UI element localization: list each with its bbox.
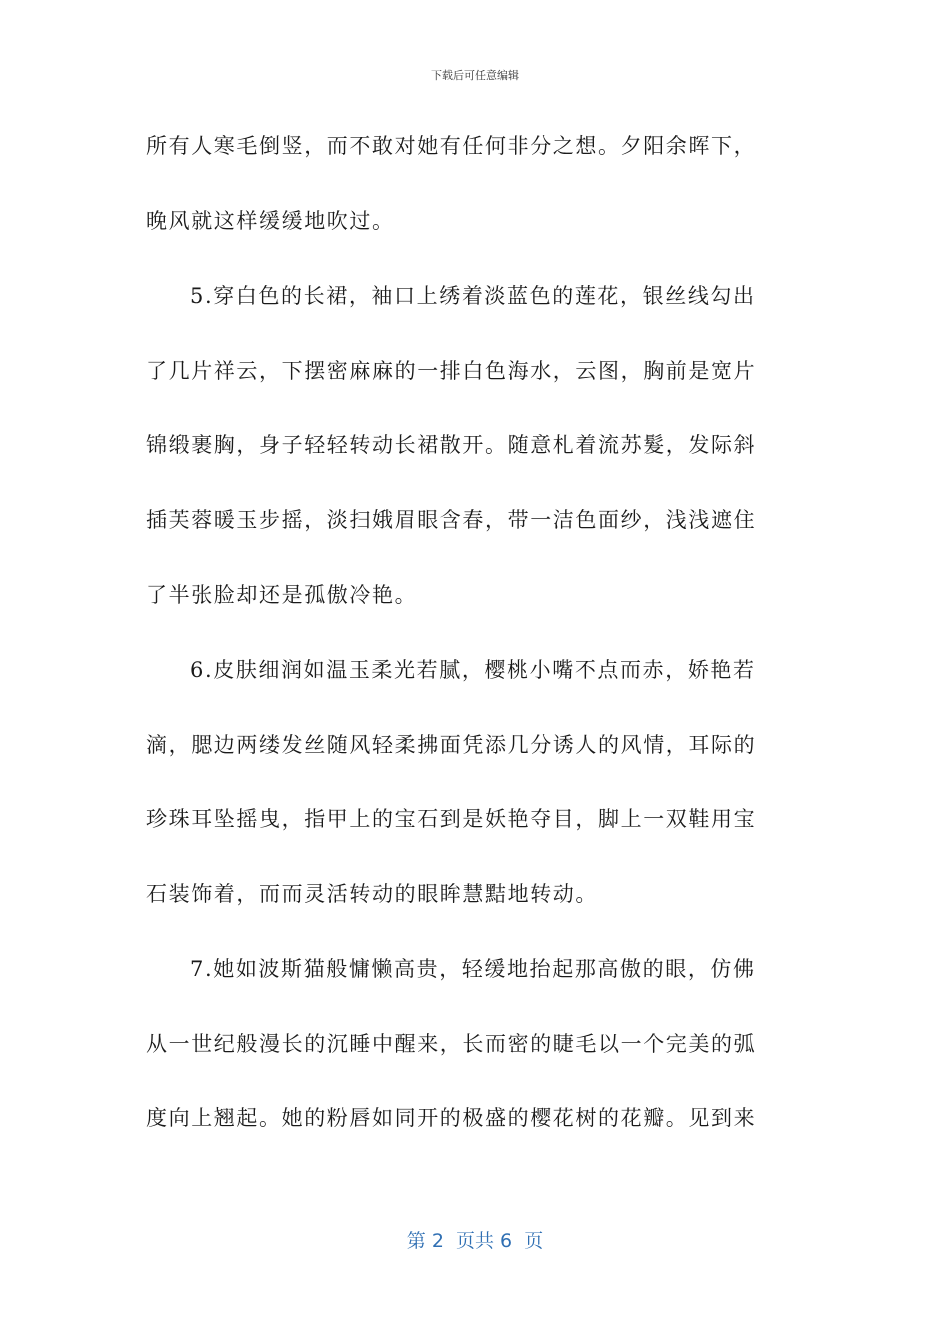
text-line: 滴，腮边两缕发丝随风轻柔拂面凭添几分诱人的风情，耳际的 xyxy=(146,733,757,757)
page-header: 下载后可任意编辑 xyxy=(431,69,519,82)
text-line: 度向上翘起。她的粉唇如同开的极盛的樱花树的花瓣。见到来 xyxy=(146,1106,757,1130)
text-line: 锦缎裹胸，身子轻轻转动长裙散开。随意札着流苏髮，发际斜 xyxy=(146,433,757,457)
text-line: 了几片祥云，下摆密麻麻的一排白色海水，云图，胸前是宽片 xyxy=(146,359,757,383)
text-line: 珍珠耳坠摇曳，指甲上的宝石到是妖艳夺目，脚上一双鞋用宝 xyxy=(146,807,757,831)
text-line: 插芙蓉暖玉步摇，淡扫娥眉眼含春，带一洁色面纱，浅浅遮住 xyxy=(146,508,757,532)
text-line: 所有人寒毛倒竖，而不敢对她有任何非分之想。夕阳余晖下， xyxy=(146,134,757,158)
text-line: 晚风就这样缓缓地吹过。 xyxy=(146,209,395,233)
text-line: 6.皮肤细润如温玉柔光若腻，樱桃小嘴不点而赤，娇艳若 xyxy=(190,658,756,682)
text-line: 7.她如波斯猫般慵懒高贵，轻缓地抬起那高傲的眼，仿佛 xyxy=(190,957,756,981)
text-line: 石装饰着，而而灵活转动的眼眸慧黠地转动。 xyxy=(146,882,598,906)
text-line: 从一世纪般漫长的沉睡中醒来，长而密的睫毛以一个完美的弧 xyxy=(146,1032,757,1056)
text-line: 5.穿白色的长裙，袖口上绣着淡蓝色的莲花，银丝线勾出 xyxy=(190,284,756,308)
page-footer: 第 2 页共 6 页 xyxy=(406,1230,544,1252)
text-line: 了半张脸却还是孤傲冷艳。 xyxy=(146,583,418,607)
